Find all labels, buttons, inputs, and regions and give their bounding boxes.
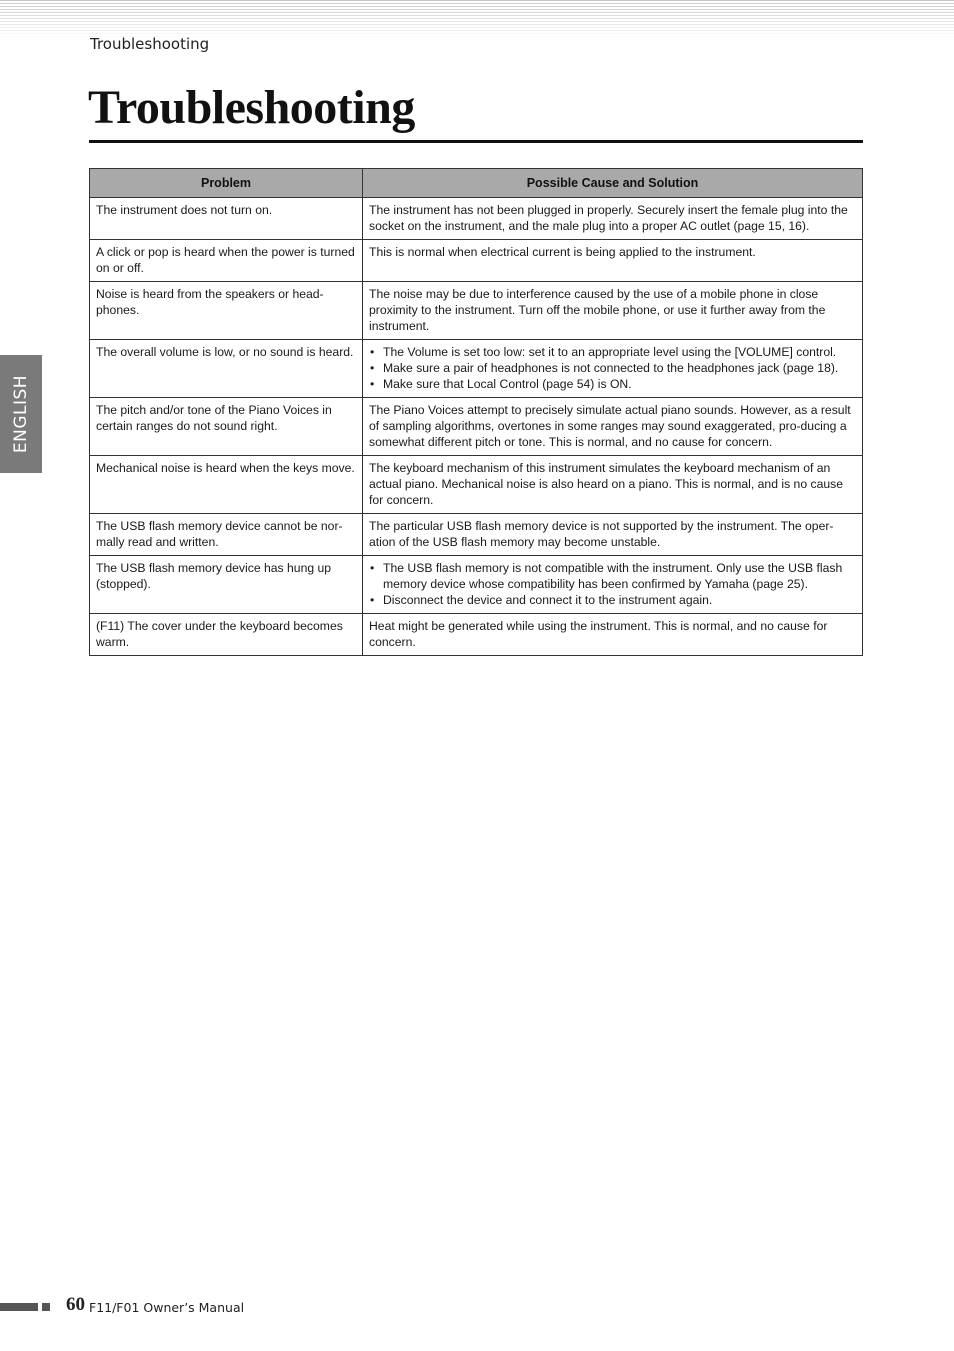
manual-name: F11/F01 Owner’s Manual	[89, 1300, 245, 1315]
solution-bullet: • Disconnect the device and connect it to the instrument again.	[369, 592, 856, 608]
solution-cell: The keyboard mechanism of this instrument simulates the keyboard mechanism of an actual piano. Mechanical noise is also heard on a piano. This is normal, and is no cause for concern.	[363, 456, 863, 514]
solution-cell: The particular USB flash memory device is not supported by the instrument. The oper-ation of the USB flash memory may become unstable.	[363, 514, 863, 556]
page-number: 60	[66, 1294, 85, 1315]
problem-cell: The instrument does not turn on.	[90, 198, 363, 240]
solution-cell	[363, 340, 863, 398]
problem-cell: The overall volume is low, or no sound is heard.	[90, 340, 363, 398]
solution-bullet: • The Volume is set too low: set it to an appropriate level using the [VOLUME] control.	[369, 344, 856, 360]
header-stripes	[0, 0, 954, 40]
table-row	[90, 456, 863, 514]
solution-bullet: • The USB flash memory is not compatible with the instrument. Only use the USB flash memory device whose compatibility has been confirmed by Yamaha (page 25).	[369, 560, 856, 592]
solution-bullet-list	[369, 560, 856, 608]
solution-bullet-list	[369, 344, 856, 392]
problem-cell: A click or pop is heard when the power is turned on or off.	[90, 240, 363, 282]
troubleshooting-table	[89, 168, 863, 656]
problem-cell: Mechanical noise is heard when the keys move.	[90, 456, 363, 514]
table-row	[90, 340, 863, 398]
footer-square	[42, 1303, 50, 1311]
solution-cell: This is normal when electrical current is being applied to the instrument.	[363, 240, 863, 282]
problem-cell: The USB flash memory device cannot be nor-mally read and written.	[90, 514, 363, 556]
running-head: Troubleshooting	[90, 35, 210, 53]
table-row	[90, 614, 863, 656]
table-row	[90, 240, 863, 282]
solution-bullet: • Make sure a pair of headphones is not connected to the headphones jack (page 18).	[369, 360, 856, 376]
table-row	[90, 198, 863, 240]
problem-cell: The pitch and/or tone of the Piano Voices in certain ranges do not sound right.	[90, 398, 363, 456]
problem-cell: Noise is heard from the speakers or head-phones.	[90, 282, 363, 340]
solution-bullet: • Make sure that Local Control (page 54) is ON.	[369, 376, 856, 392]
solution-cell: The noise may be due to interference caused by the use of a mobile phone in close proximity to the instrument. Turn off the mobile phone, or use it further away from the instrument.	[363, 282, 863, 340]
problem-cell: (F11) The cover under the keyboard becomes warm.	[90, 614, 363, 656]
problem-cell: The USB flash memory device has hung up (stopped).	[90, 556, 363, 614]
table-row	[90, 556, 863, 614]
language-tab	[0, 355, 42, 473]
language-tab-label: ENGLISH	[11, 374, 31, 454]
solution-cell	[363, 556, 863, 614]
footer-bar	[0, 1303, 38, 1311]
table-header-row	[90, 169, 863, 198]
table-row	[90, 398, 863, 456]
table-row	[90, 282, 863, 340]
title-rule	[89, 140, 863, 143]
table-row	[90, 514, 863, 556]
solution-cell: The instrument has not been plugged in properly. Securely insert the female plug into the socket on the instrument, and the male plug into a proper AC outlet (page 15, 16).	[363, 198, 863, 240]
solution-cell: The Piano Voices attempt to precisely simulate actual piano sounds. However, as a result of sampling algorithms, overtones in some ranges may sound exaggerated, pro-ducing a somewhat different pitch or tone. This is normal, and no cause for concern.	[363, 398, 863, 456]
solution-cell: Heat might be generated while using the instrument. This is normal, and no cause for concern.	[363, 614, 863, 656]
page-title: Troubleshooting	[88, 81, 415, 134]
column-header-solution: Possible Cause and Solution	[363, 169, 863, 198]
column-header-problem: Problem	[90, 169, 363, 198]
